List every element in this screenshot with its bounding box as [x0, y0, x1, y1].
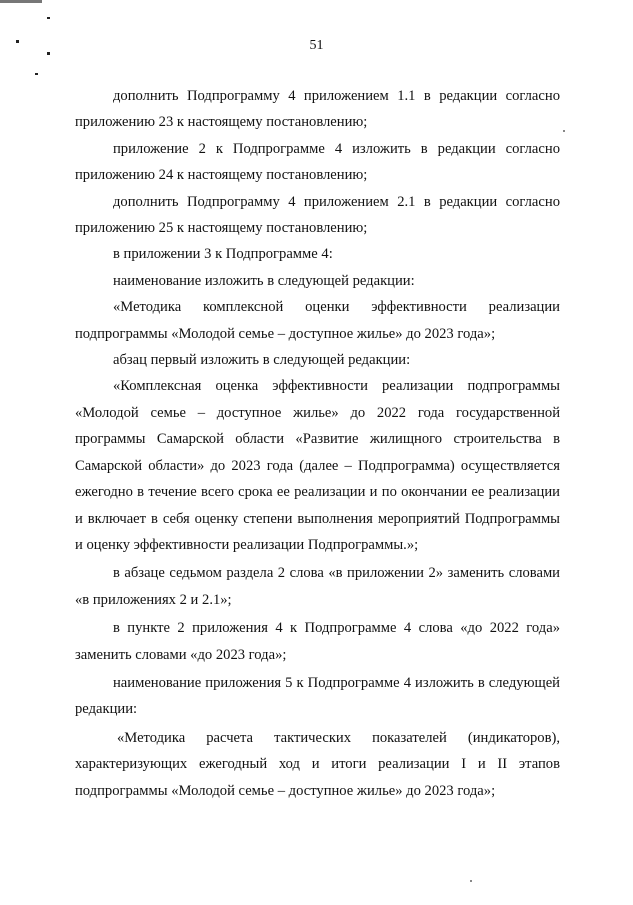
scan-mark — [563, 130, 565, 132]
scan-edge-line — [0, 0, 42, 3]
paragraph: наименование приложения 5 к Подпрограмме 4 изложить в следующей редакции: — [75, 674, 560, 718]
paragraph: «Методика расчета тактических показателей (индикаторов), характеризующих ежегодный ход и итоги реализации I и II этапов подпрограммы «Молодой семье – доступное жилье» до 2023 года»; — [75, 729, 560, 799]
paragraph: наименование изложить в следующей редакции: — [113, 272, 415, 289]
scan-mark — [470, 880, 472, 882]
paragraph: в приложении 3 к Подпрограмме 4: — [113, 246, 333, 263]
scan-mark — [47, 17, 50, 19]
paragraph: приложение 2 к Подпрограмме 4 изложить в редакции согласно приложению 24 к настоящему постановлению; — [75, 140, 560, 184]
document-body — [75, 83, 560, 804]
paragraph: в абзаце седьмом раздела 2 слова «в приложении 2» заменить словами «в приложениях 2 и 2.1»; — [75, 565, 560, 608]
paragraph: «Методика комплексной оценки эффективности реализации подпрограммы «Молодой семье – доступное жилье» до 2023 года»; — [75, 299, 560, 342]
paragraph: «Комплексная оценка эффективности реализации подпрограммы «Молодой семье – доступное жилье» до 2022 года государственной программы Самарской области «Развитие жилищного строительства в Самарской области» до 2023 года (далее – Подпрограмма) осуществляется ежегодно в течение всего срока ее реализации и по окончании ее реализации и включает в себя оценку степени выполнения мероприятий Подпрограммы и оценку эффективности реализации Подпрограммы.»; — [75, 378, 560, 553]
paragraph: дополнить Подпрограмму 4 приложением 1.1 в редакции согласно приложению 23 к настоящему постановлению; — [75, 88, 560, 131]
paragraph: дополнить Подпрограмму 4 приложением 2.1 в редакции согласно приложению 25 к настоящему постановлению; — [75, 193, 560, 237]
scan-mark — [35, 73, 38, 75]
paragraph: в пункте 2 приложения 4 к Подпрограмме 4 слова «до 2022 года» заменить словами «до 2023 года»; — [75, 620, 560, 663]
page-number: 51 — [309, 38, 324, 53]
paragraph: абзац первый изложить в следующей редакции: — [113, 352, 411, 369]
